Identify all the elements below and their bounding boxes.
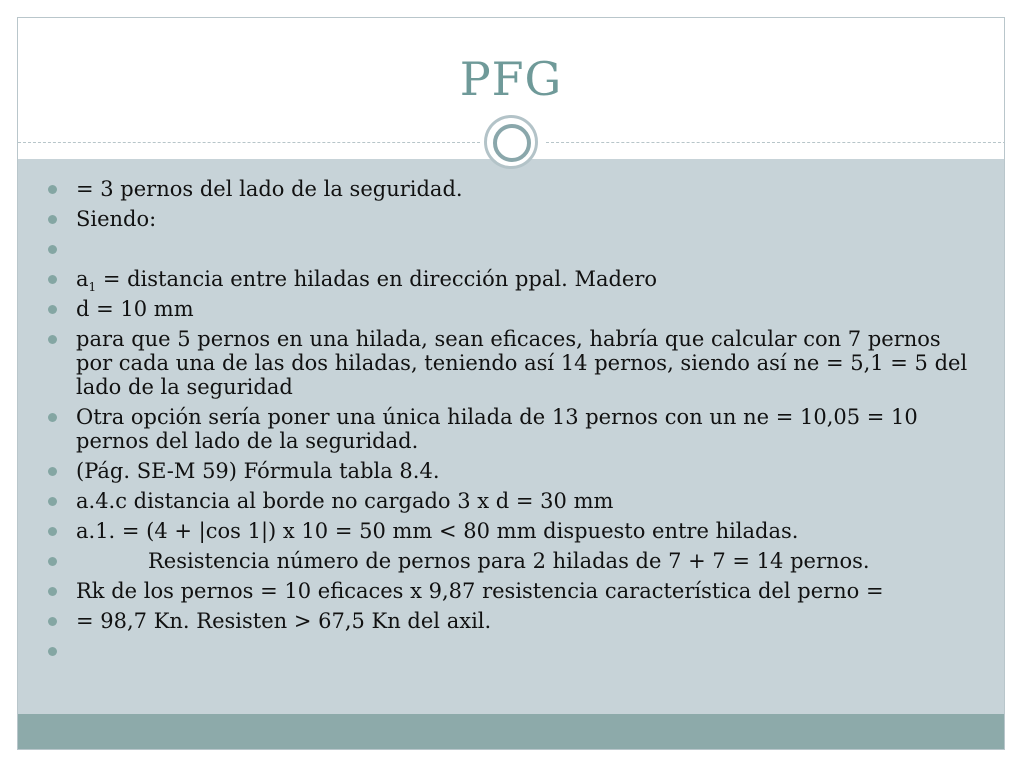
bullet-dot-icon [48, 185, 57, 194]
bullet-dot-icon [48, 305, 57, 314]
bullet-item-5: d = 10 mm [40, 297, 980, 321]
bullet-item-7: Otra opción sería poner una única hilada de 13 pernos con un ne = 10,05 = 10 pernos del lado de la seguridad. [40, 405, 980, 453]
bullet-item-12: Rk de los pernos = 10 eficaces x 9,87 resistencia característica del perno = [40, 579, 980, 603]
bullet-item-3 [40, 237, 980, 261]
bullet-dot-icon [48, 497, 57, 506]
bullet-dot-icon [48, 647, 57, 656]
bullet-item-4: $a_1$ = distancia entre hiladas en dirección ppal. Madero [40, 267, 980, 291]
bullet-list [40, 177, 980, 669]
bullet-item-9: a.4.c distancia al borde no cargado 3 x d = 30 mm [40, 489, 980, 513]
bullet-dot-icon [48, 527, 57, 536]
bullet-dot-icon [48, 617, 57, 626]
bullet-item-13: = 98,7 Kn. Resisten > 67,5 Kn del axil. [40, 609, 980, 633]
subscript: 1 [88, 280, 97, 295]
bullet-dot-icon [48, 557, 57, 566]
bullet-dot-icon [48, 275, 57, 284]
bullet-item-8: (Pág. SE-M 59) Fórmula tabla 8.4. [40, 459, 980, 483]
bullet-item-14 [40, 639, 980, 663]
bottom-bar [18, 714, 1004, 749]
bullet-item-11: Resistencia número de pernos para 2 hiladas de 7 + 7 = 14 pernos. [40, 549, 980, 573]
bullet-item-2: Siendo: [40, 207, 980, 231]
bullet-dot-icon [48, 245, 57, 254]
bullet-dot-icon [48, 467, 57, 476]
bullet-item-10: a.1. = (4 + |cos 1|) x 10 = 50 mm < 80 mm dispuesto entre hiladas. [40, 519, 980, 543]
bullet-dot-icon [48, 215, 57, 224]
bullet-dot-icon [48, 413, 57, 422]
bullet-item-1: = 3 pernos del lado de la seguridad. [40, 177, 980, 201]
title-divider-left [18, 142, 480, 143]
slide-title: PFG [459, 52, 563, 106]
bullet-dot-icon [48, 587, 57, 596]
content-area [18, 159, 1004, 716]
slide [17, 17, 1005, 750]
ring-inner-icon [493, 124, 531, 162]
bullet-dot-icon [48, 335, 57, 344]
title-divider-right [546, 142, 1005, 143]
bullet-item-6: para que 5 pernos en una hilada, sean eficaces, habría que calcular con 7 pernos por cada una de las dos hiladas, teniendo así 14 pernos, siendo así ne = 5,1 = 5 del lado de la seguridad [40, 327, 980, 399]
